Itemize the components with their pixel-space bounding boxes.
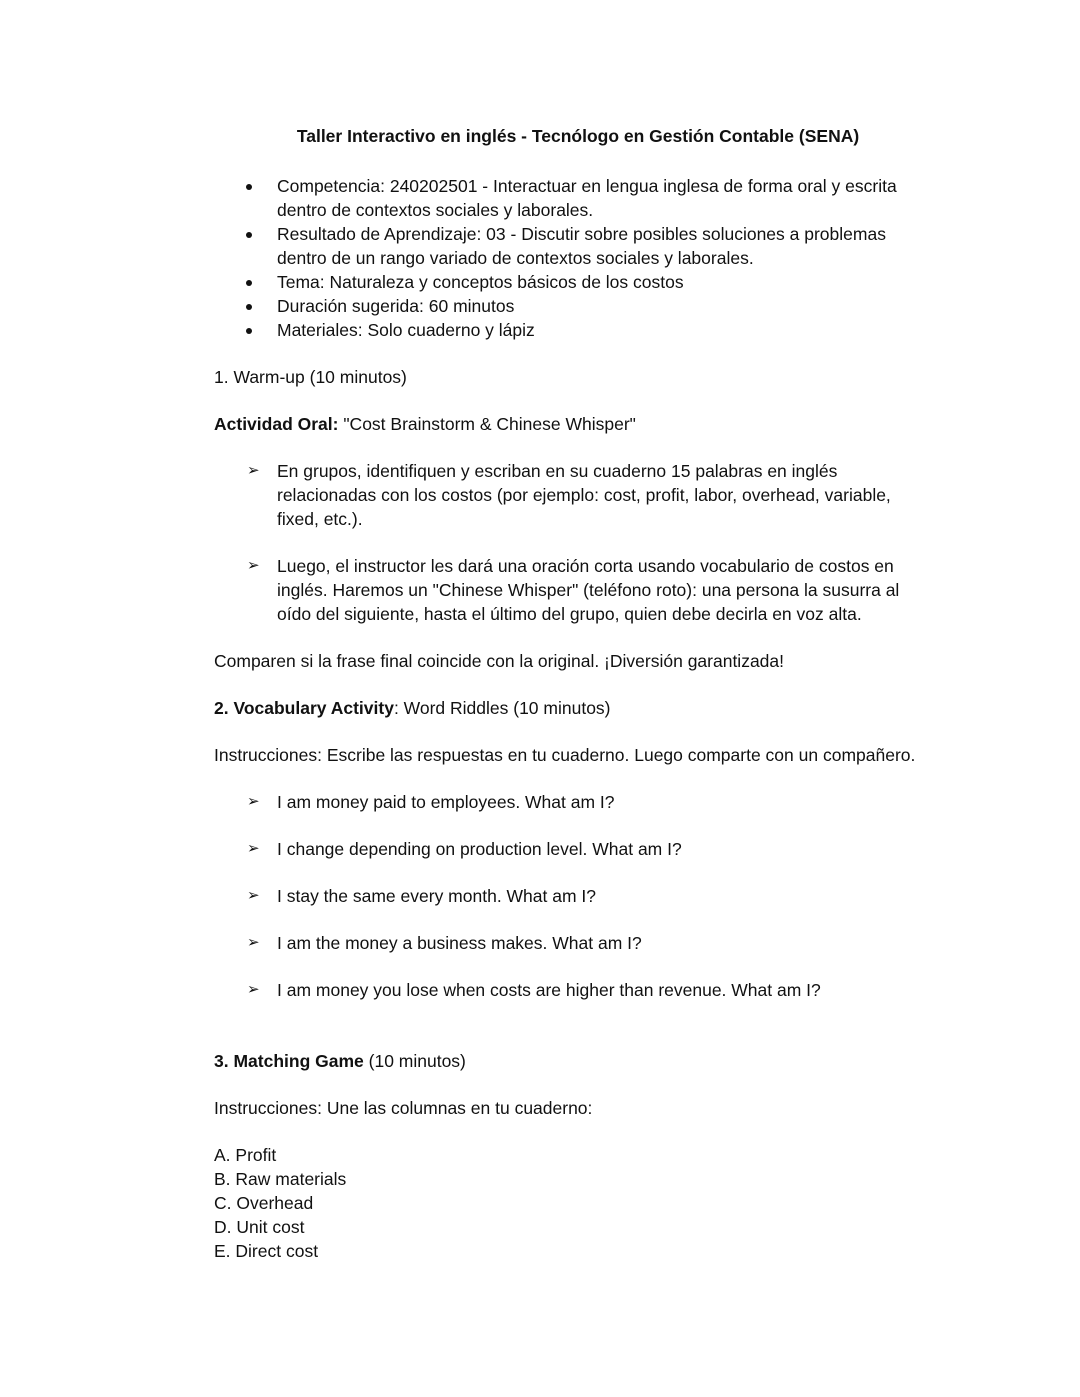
- riddle-item: ➢ I am money paid to employees. What am I?: [247, 792, 615, 812]
- arrow-bullet-icon: ➢: [247, 557, 260, 574]
- matching-item: A. Profit: [214, 1145, 277, 1165]
- section3-heading: 3. Matching Game (10 minutos): [214, 1051, 466, 1071]
- warmup-closing: Comparen si la frase final coincide con la original. ¡Diversión garantizada!: [214, 651, 785, 671]
- riddle-item: ➢ I am money you lose when costs are higher than revenue. What am I?: [247, 980, 821, 1000]
- info-item-materiales: Materiales: Solo cuaderno y lápiz: [214, 318, 934, 342]
- section2-instructions: Instrucciones: Escribe las respuestas en tu cuaderno. Luego comparte con un compañero.: [214, 745, 916, 765]
- bullet-icon: [246, 232, 252, 238]
- info-item-duracion: Duración sugerida: 60 minutos: [214, 294, 934, 318]
- document-title: Taller Interactivo en inglés - Tecnólogo en Gestión Contable (SENA): [296, 126, 860, 146]
- arrow-bullet-icon: ➢: [247, 840, 260, 857]
- riddle-list-3: [214, 884, 934, 908]
- riddle-list-2: [214, 837, 934, 861]
- activity-name: "Cost Brainstorm & Chinese Whisper": [338, 414, 636, 434]
- bullet-icon: [246, 184, 252, 190]
- warmup-step: ➢ En grupos, identifiquen y escriban en su cuaderno 15 palabras en inglés relacionadas con los costos (por ejemplo: cost, profit, labor, overhead, variable, fixed, etc.).: [247, 461, 891, 529]
- arrow-bullet-icon: ➢: [247, 462, 260, 479]
- matching-item: B. Raw materials: [214, 1169, 347, 1189]
- matching-item: C. Overhead: [214, 1193, 314, 1213]
- bullet-icon: [246, 304, 252, 310]
- warmup-steps: [214, 459, 934, 531]
- info-item-tema: Tema: Naturaleza y conceptos básicos de los costos: [214, 270, 934, 294]
- matching-item: E. Direct cost: [214, 1241, 319, 1261]
- riddle-item: ➢ I change depending on production level. What am I?: [247, 839, 682, 859]
- activity-label: Actividad Oral:: [214, 414, 339, 434]
- section3-instructions: Instrucciones: Une las columnas en tu cuaderno:: [214, 1098, 593, 1118]
- bullet-icon: [246, 280, 252, 286]
- riddle-list-5: [214, 978, 934, 1002]
- document-page: [214, 124, 934, 1263]
- warmup-steps-2: [214, 554, 934, 626]
- activity-line: [214, 412, 934, 436]
- riddle-list: [214, 790, 934, 814]
- info-list: [214, 174, 934, 342]
- section2-heading: 2. Vocabulary Activity: Word Riddles (10 minutos): [214, 698, 611, 718]
- arrow-bullet-icon: ➢: [247, 934, 260, 951]
- bullet-icon: [246, 328, 252, 334]
- riddle-list-4: [214, 931, 934, 955]
- matching-list: [214, 1143, 934, 1263]
- section1-heading: 1. Warm-up (10 minutos): [214, 367, 407, 387]
- info-item-resultado: Resultado de Aprendizaje: 03 - Discutir sobre posibles soluciones a problemas dentro de un rango variado de contextos sociales y laborales.: [214, 222, 934, 270]
- arrow-bullet-icon: ➢: [247, 981, 260, 998]
- warmup-step: ➢ Luego, el instructor les dará una oración corta usando vocabulario de costos en inglés. Haremos un "Chinese Whisper" (teléfono roto): una persona la susurra al oído del siguiente, hasta el último del grupo, quien debe decirla en voz alta.: [247, 556, 900, 624]
- arrow-bullet-icon: ➢: [247, 793, 260, 810]
- arrow-bullet-icon: ➢: [247, 887, 260, 904]
- riddle-item: ➢ I am the money a business makes. What am I?: [247, 933, 642, 953]
- riddle-item: ➢ I stay the same every month. What am I?: [247, 886, 597, 906]
- info-item-competencia: Competencia: 240202501 - Interactuar en lengua inglesa de forma oral y escrita dentro de contextos sociales y laborales.: [214, 174, 934, 222]
- matching-item: D. Unit cost: [214, 1217, 305, 1237]
